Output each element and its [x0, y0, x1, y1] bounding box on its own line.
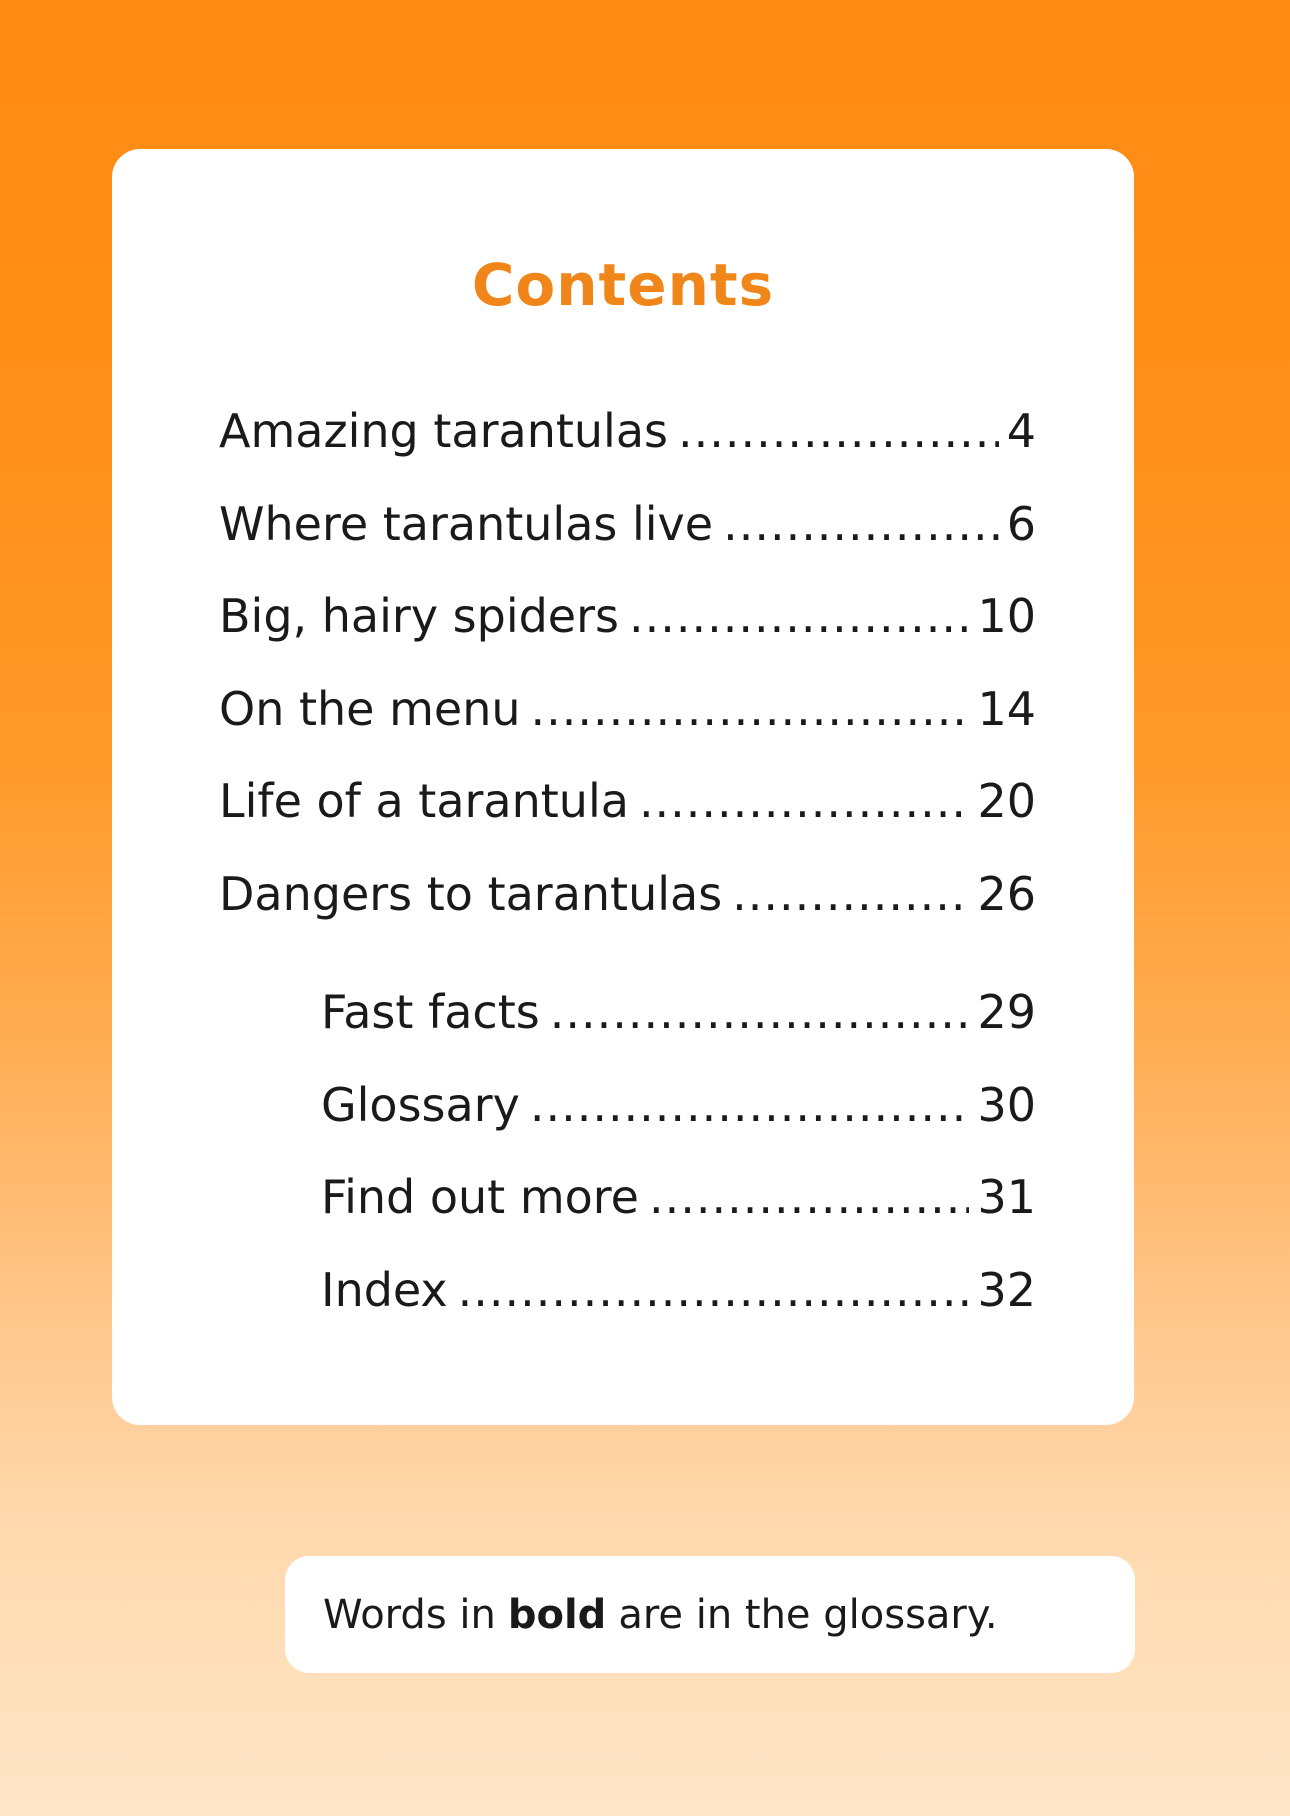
toc-leader-dots [550, 989, 970, 1035]
toc-entry-label: On the menu [219, 682, 521, 736]
toc-entry-index [321, 1263, 1036, 1317]
toc-entry-page: 29 [977, 985, 1036, 1039]
toc-entry-find-out-more [321, 1170, 1036, 1224]
toc-entry-page: 4 [1006, 404, 1036, 458]
glossary-note-text-before: Words in [323, 1591, 496, 1638]
toc-entry-label: Where tarantulas live [219, 497, 714, 551]
toc-leader-dots [732, 871, 969, 917]
toc-entry-page: 30 [977, 1078, 1036, 1132]
toc-entry-page: 6 [1006, 497, 1036, 551]
toc-leader-dots [531, 686, 970, 732]
toc-list [112, 149, 1134, 1425]
toc-entry-label: Index [321, 1263, 448, 1317]
toc-entry-label: Dangers to tarantulas [219, 867, 723, 921]
toc-entry-where-tarantulas-live [219, 497, 1036, 551]
toc-entry-label: Life of a tarantula [219, 774, 629, 828]
toc-leader-dots [629, 593, 969, 639]
toc-leader-dots [649, 1174, 969, 1220]
toc-entry-label: Glossary [321, 1078, 520, 1132]
toc-entry-page: 14 [977, 682, 1036, 736]
toc-entry-glossary [321, 1078, 1036, 1132]
toc-entry-dangers-to-tarantulas [219, 867, 1036, 921]
toc-entry-label: Find out more [321, 1170, 639, 1224]
contents-title: Contents [471, 251, 775, 319]
toc-entry-page: 31 [977, 1170, 1036, 1224]
glossary-note-bold-word: bold [507, 1591, 607, 1638]
toc-entry-page: 32 [977, 1263, 1036, 1317]
toc-entry-on-the-menu [219, 682, 1036, 736]
toc-entry-label: Big, hairy spiders [219, 589, 619, 643]
toc-entry-label: Amazing tarantulas [219, 404, 668, 458]
toc-entry-life-of-a-tarantula [219, 774, 1036, 828]
toc-leader-dots [639, 778, 970, 824]
toc-entry-amazing-tarantulas [219, 404, 1036, 458]
glossary-note [285, 1556, 1135, 1673]
toc-leader-dots [723, 501, 999, 547]
toc-leader-dots [530, 1082, 970, 1128]
toc-entry-page: 10 [977, 589, 1036, 643]
toc-entry-page: 20 [977, 774, 1036, 828]
toc-leader-dots [678, 408, 999, 454]
toc-entry-fast-facts [321, 985, 1036, 1039]
toc-leader-dots [458, 1267, 970, 1313]
toc-entry-page: 26 [977, 867, 1036, 921]
toc-entry-big-hairy-spiders [219, 589, 1036, 643]
contents-card [112, 149, 1134, 1425]
toc-entry-label: Fast facts [321, 985, 540, 1039]
glossary-note-text-after: are in the glossary. [618, 1591, 998, 1638]
